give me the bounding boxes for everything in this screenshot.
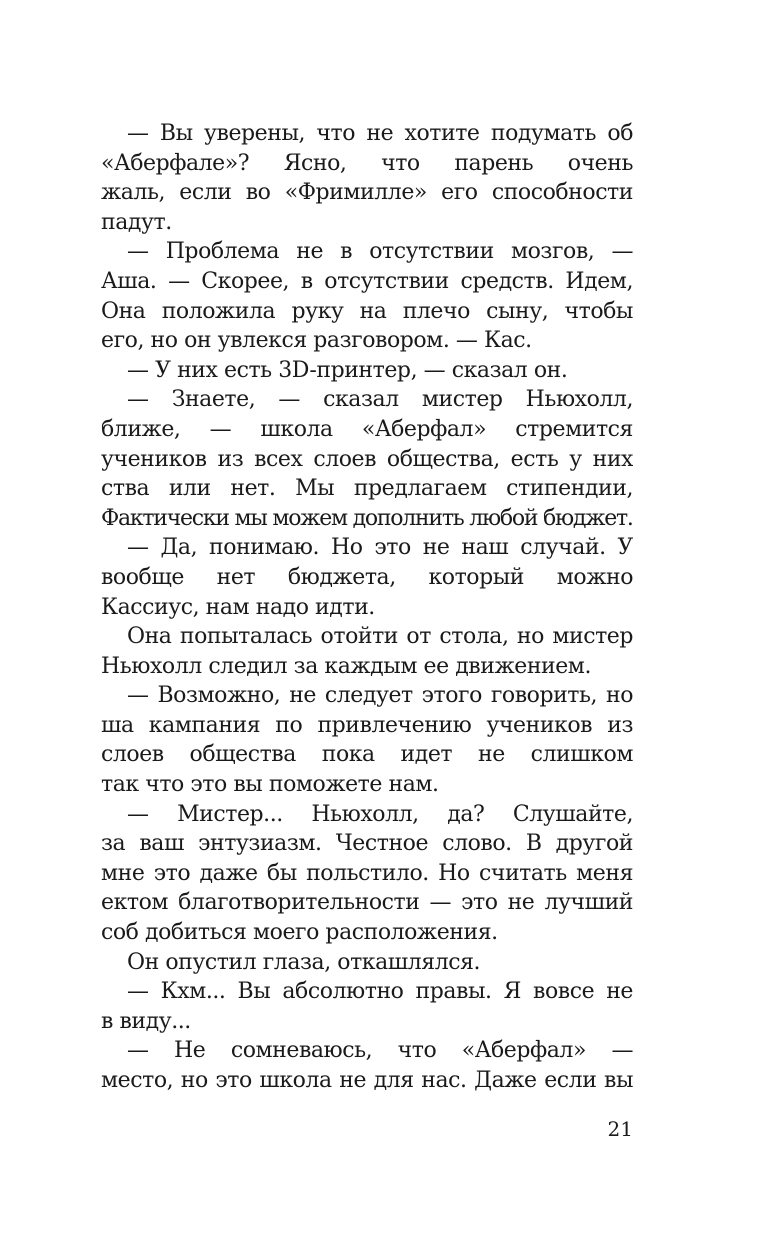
text-line: — Возможно, не следует этого говорить, но [127, 683, 633, 709]
text-line: Она положила руку на плечо сыну, чтобы [101, 298, 633, 324]
text-line: слоев общества пока идет не слишком [101, 742, 633, 768]
text-line: — У них есть 3D-принтер, — сказал он. [127, 357, 568, 383]
text-line: его, но он увлекся разговором. — Кас. [101, 328, 532, 354]
text-line: Он опустил глаза, откашлялся. [127, 949, 481, 975]
text-line: Кассиус, нам надо идти. [101, 594, 375, 620]
text-line: Ньюхолл следил за каждым ее движением. [101, 653, 592, 679]
text-line: «Аберфале»? Ясно, что парень очень [101, 150, 633, 176]
text-line: ша кампания по привлечению учеников из [101, 712, 633, 738]
text-line: так что это вы поможете нам. [101, 772, 439, 798]
text-line: Аша. — Скорее, в отсутствии средств. Идем, [101, 268, 633, 294]
text-line: ства или нет. Мы предлагаем стипендии, [101, 476, 633, 502]
text-line: ектом благотворительности — это не лучший [101, 890, 633, 916]
text-line: — Мистер... Ньюхолл, да? Слушайте, [127, 801, 633, 827]
text-line: — Проблема не в отсутствии мозгов, — [127, 239, 633, 265]
text-line: Она попыталась отойти от стола, но мистер [127, 624, 633, 650]
text-line: — Да, понимаю. Но это не наш случай. У [127, 535, 633, 561]
text-line: Фактически мы можем дополнить любой бюджет. [101, 505, 633, 531]
text-line: — Не сомневаюсь, что «Аберфал» — [127, 1038, 633, 1064]
text-line: — Вы уверены, что не хотите подумать об [127, 121, 633, 146]
page-number: 21 [607, 1117, 633, 1141]
text-line: — Кхм... Вы абсолютно правы. Я вовсе не [127, 979, 633, 1005]
text-line: падут. [101, 209, 172, 235]
body-text [101, 119, 633, 1096]
text-line: в виду... [101, 1008, 191, 1034]
text-line: жаль, если во «Фримилле» его способности [101, 180, 633, 206]
text-line: ближе, — школа «Аберфал» стремится [101, 416, 633, 442]
text-line: место, но это школа не для нас. Даже если вы [101, 1068, 633, 1093]
text-line: соб добиться моего расположения. [101, 920, 498, 946]
text-line: вообще нет бюджета, который можно [101, 564, 633, 590]
text-line: за ваш энтузиазм. Честное слово. В другой [101, 831, 633, 857]
text-line: учеников из всех слоев общества, есть у них [101, 446, 633, 472]
text-line: мне это даже бы польстило. Но считать меня [101, 860, 633, 886]
text-line: — Знаете, — сказал мистер Ньюхолл, [127, 387, 633, 413]
